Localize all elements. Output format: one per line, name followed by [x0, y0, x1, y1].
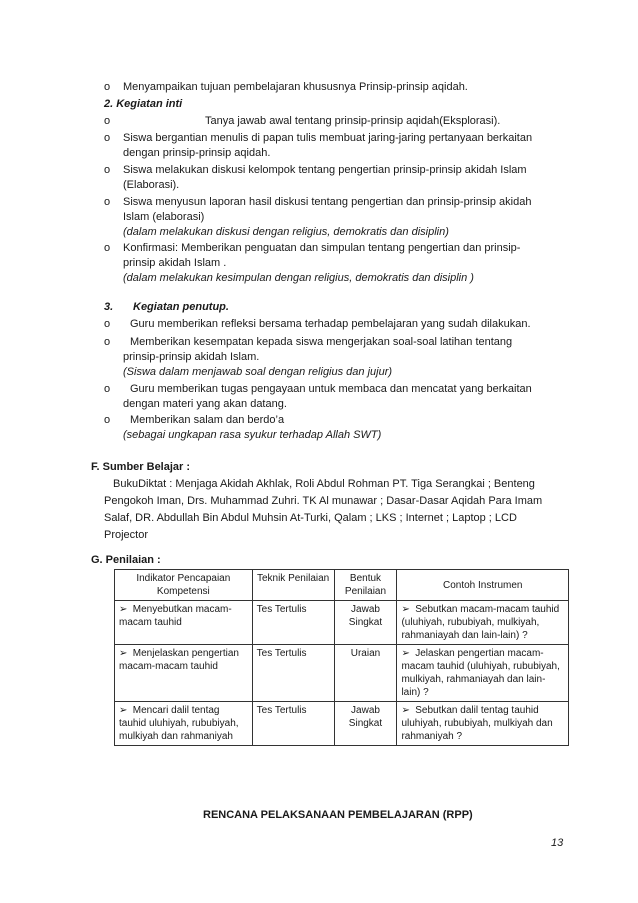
list-item-continuation: (Elaborasi). [123, 179, 180, 191]
paragraph-line: Salaf, DR. Abdullah Bin Abdul Muhsin At-Turki, Qalam ; LKS ; Internet ; Laptop ; LCD [104, 512, 517, 524]
bullet-icon: o [104, 383, 111, 395]
bullet-icon: o [104, 336, 111, 348]
arrow-bullet-icon: ➢ [401, 705, 410, 716]
section-number-kegiatan-penutup: 3. [104, 301, 114, 313]
bullet-icon: o [104, 115, 111, 127]
arrow-bullet-icon: ➢ [119, 604, 128, 615]
header-contoh: Contoh Instrumen [397, 570, 569, 601]
arrow-bullet-icon: ➢ [119, 705, 128, 716]
list-item: Tanya jawab awal tentang prinsip-prinsip aqidah(Eksplorasi). [205, 115, 501, 127]
penilaian-table [114, 569, 569, 746]
arrow-bullet-icon: ➢ [401, 604, 410, 615]
cell-text: Menjelaskan pengertian macam-macam tauhid [119, 648, 239, 672]
cell-indikator [115, 702, 253, 746]
cell-contoh [397, 645, 569, 702]
list-item-continuation: prinsip-prinsip akidah Islam. [123, 351, 260, 363]
cell-bentuk: Jawab Singkat [334, 702, 397, 746]
paragraph-line: BukuDiktat : Menjaga Akidah Akhlak, Roli Abdul Rohman PT. Tiga Serangkai ; Benteng [113, 478, 535, 490]
table-row [115, 702, 569, 746]
paragraph-line: Pengokoh Iman, Drs. Muhammad Zuhri. TK Al munawar ; Dasar-Dasar Aqidah Para Imam [104, 495, 543, 507]
list-item: Konfirmasi: Memberikan penguatan dan simpulan tentang pengertian dan prinsip- [123, 242, 521, 254]
list-item: Menyampaikan tujuan pembelajaran khususnya Prinsip-prinsip aqidah. [123, 81, 468, 93]
cell-indikator [115, 645, 253, 702]
cell-teknik: Tes Tertulis [252, 601, 334, 645]
cell-text: Jelaskan pengertian macam-macam tauhid (uluhiyah, rububiyah, mulkiyah, rahmaniayah dan lain-lain) ? [401, 648, 560, 698]
character-note: (dalam melakukan kesimpulan dengan religius, demokratis dan disiplin ) [123, 272, 474, 284]
cell-text: Menyebutkan macam-macam tauhid [119, 604, 232, 628]
header-bentuk: Bentuk Penilaian [334, 570, 397, 601]
cell-bentuk: Uraian [334, 645, 397, 702]
header-indikator: Indikator Pencapaian Kompetensi [115, 570, 253, 601]
paragraph-line: Projector [104, 529, 149, 541]
character-note: (dalam melakukan diskusi dengan religius, demokratis dan disiplin) [123, 226, 449, 238]
list-item: Memberikan salam dan berdo’a [130, 414, 285, 426]
cell-contoh [397, 601, 569, 645]
cell-text: Mencari dalil tentag tauhid uluhiyah, rububiyah, mulkiyah dan rahmaniyah [119, 705, 239, 742]
section-heading-kegiatan-penutup: Kegiatan penutup. [133, 301, 229, 313]
bullet-icon: o [104, 164, 111, 176]
section-heading-kegiatan-inti: 2. Kegiatan inti [104, 98, 183, 110]
bullet-icon: o [104, 81, 111, 93]
character-note: (Siswa dalam menjawab soal dengan religius dan jujur) [123, 366, 393, 378]
bullet-icon: o [104, 318, 111, 330]
document-title: RENCANA PELAKSANAAN PEMBELAJARAN (RPP) [203, 809, 473, 821]
cell-text: Sebutkan dalil tentag tauhid uluhiyah, rububiyah, mulkiyah dan rahmaniyah ? [401, 705, 553, 742]
page-number: 13 [551, 837, 564, 849]
table-row [115, 601, 569, 645]
list-item: Guru memberikan tugas pengayaan untuk membaca dan mencatat yang berkaitan [130, 383, 532, 395]
cell-teknik: Tes Tertulis [252, 702, 334, 746]
list-item-continuation: Islam (elaborasi) [123, 211, 205, 223]
cell-indikator [115, 601, 253, 645]
cell-bentuk: Jawab Singkat [334, 601, 397, 645]
list-item: Memberikan kesempatan kepada siswa mengerjakan soal-soal latihan tentang [130, 336, 513, 348]
list-item-continuation: dengan prinsip-prinsip aqidah. [123, 147, 271, 159]
header-teknik: Teknik Penilaian [252, 570, 334, 601]
cell-teknik: Tes Tertulis [252, 645, 334, 702]
list-item: Siswa menyusun laporan hasil diskusi tentang pengertian dan prinsip-prinsip akidah [123, 196, 532, 208]
list-item-continuation: prinsip akidah Islam . [123, 257, 227, 269]
bullet-icon: o [104, 196, 111, 208]
character-note: (sebagai ungkapan rasa syukur terhadap Allah SWT) [123, 429, 382, 441]
arrow-bullet-icon: ➢ [119, 648, 128, 659]
list-item-continuation: dengan materi yang akan datang. [123, 398, 287, 410]
list-item: Siswa melakukan diskusi kelompok tentang pengertian prinsip-prinsip akidah Islam [123, 164, 527, 176]
cell-contoh [397, 702, 569, 746]
cell-text: Sebutkan macam-macam tauhid (uluhiyah, rububiyah, mulkiyah, rahmaniayah dan lain-lain) ? [401, 604, 560, 641]
list-item: Guru memberikan refleksi bersama terhadap pembelajaran yang sudah dilakukan. [130, 318, 531, 330]
section-heading-sumber-belajar: F. Sumber Belajar : [91, 461, 191, 473]
table-row [115, 645, 569, 702]
section-heading-penilaian: G. Penilaian : [91, 554, 161, 566]
bullet-icon: o [104, 242, 111, 254]
arrow-bullet-icon: ➢ [401, 648, 410, 659]
bullet-icon: o [104, 132, 111, 144]
table-header-row [115, 570, 569, 601]
bullet-icon: o [104, 414, 111, 426]
list-item: Siswa bergantian menulis di papan tulis membuat jaring-jaring pertanyaan berkaitan [123, 132, 533, 144]
